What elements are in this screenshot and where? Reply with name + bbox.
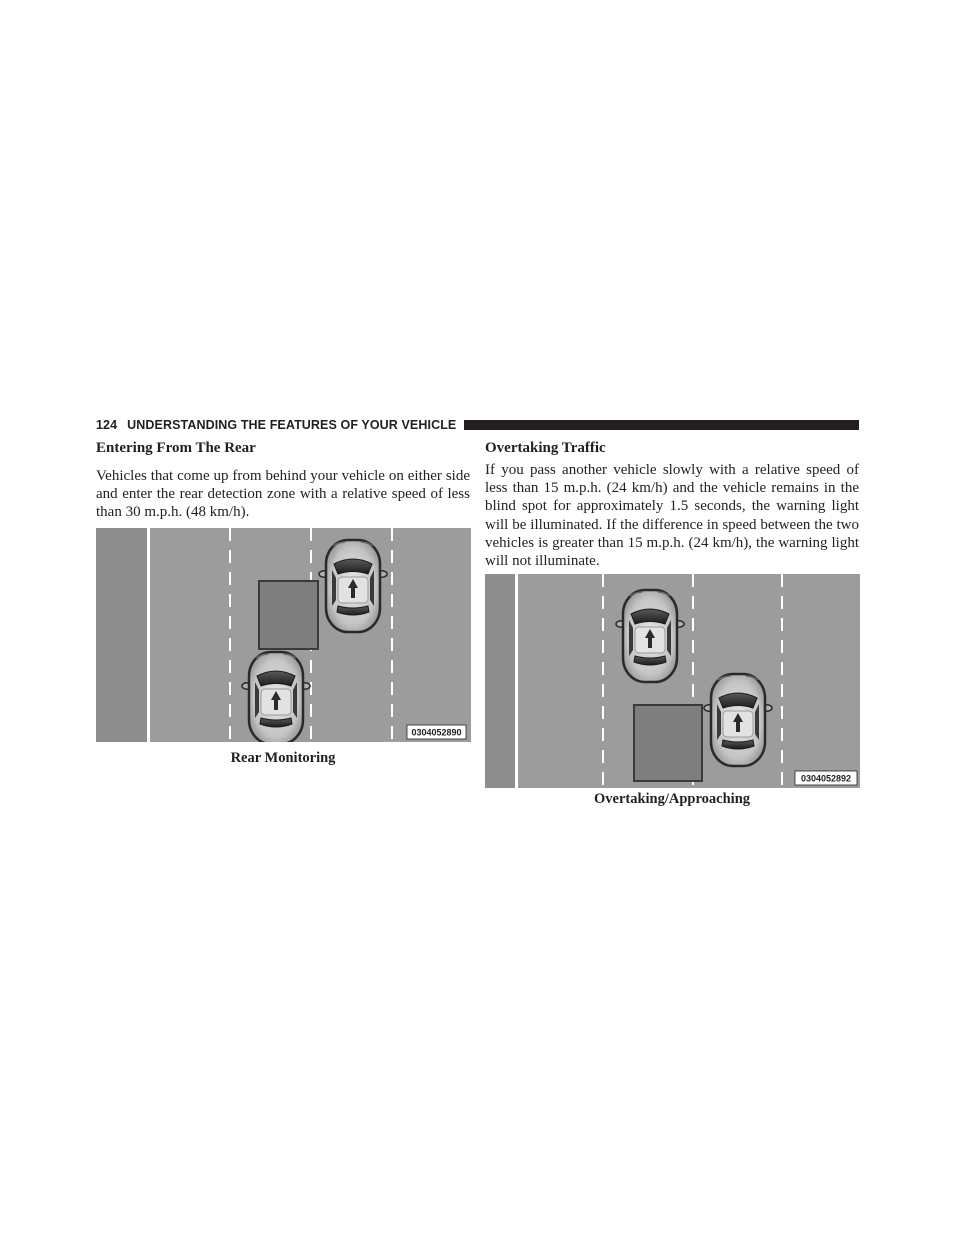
header-title: UNDERSTANDING THE FEATURES OF YOUR VEHICLE (127, 418, 457, 432)
section-heading-overtaking-traffic: Overtaking Traffic (485, 440, 606, 456)
caption-overtaking-approaching: Overtaking/Approaching (593, 791, 751, 808)
left-column (96, 438, 470, 766)
host-vehicle (319, 540, 387, 632)
figure-code: 0304052892 (800, 773, 852, 784)
page-number: 124 (96, 418, 118, 432)
road-edge-line (147, 528, 150, 742)
paragraph-overtaking-traffic: If you pass another vehicle slowly with a relative speed of less than 15 m.p.h. (24 km/h) and the vehicle remains in the blind spot for approximately 1.5 seconds, the warning light will be illuminated. If the difference in speed between the two vehicles is greater than 15 m.p.h. (24 km/h), the warning light will not illuminate. (485, 462, 859, 570)
approaching-vehicle (242, 652, 310, 742)
detection-zone (634, 705, 702, 781)
section-heading-entering-from-rear: Entering From The Rear (96, 440, 256, 456)
header-rule (464, 420, 859, 430)
figure-overtaking-approaching (485, 574, 860, 788)
paragraph-entering-from-rear: Vehicles that come up from behind your vehicle on either side and enter the rear detection zone with a relative speed of less than 30 m.p.h. (48 km/h). (96, 468, 470, 521)
host-vehicle (704, 674, 772, 766)
figure-code: 0304052890 (411, 727, 462, 738)
right-column (485, 438, 859, 807)
overtaking-illustration (485, 574, 860, 788)
road-shoulder (485, 574, 515, 788)
running-header (96, 418, 859, 432)
road-edge-line (515, 574, 518, 788)
overtaken-vehicle (616, 590, 684, 682)
figure-rear-monitoring (96, 528, 471, 742)
detection-zone (259, 581, 318, 649)
road-shoulder (96, 528, 147, 742)
rear-monitoring-illustration (96, 528, 471, 742)
caption-rear-monitoring: Rear Monitoring (230, 749, 336, 766)
